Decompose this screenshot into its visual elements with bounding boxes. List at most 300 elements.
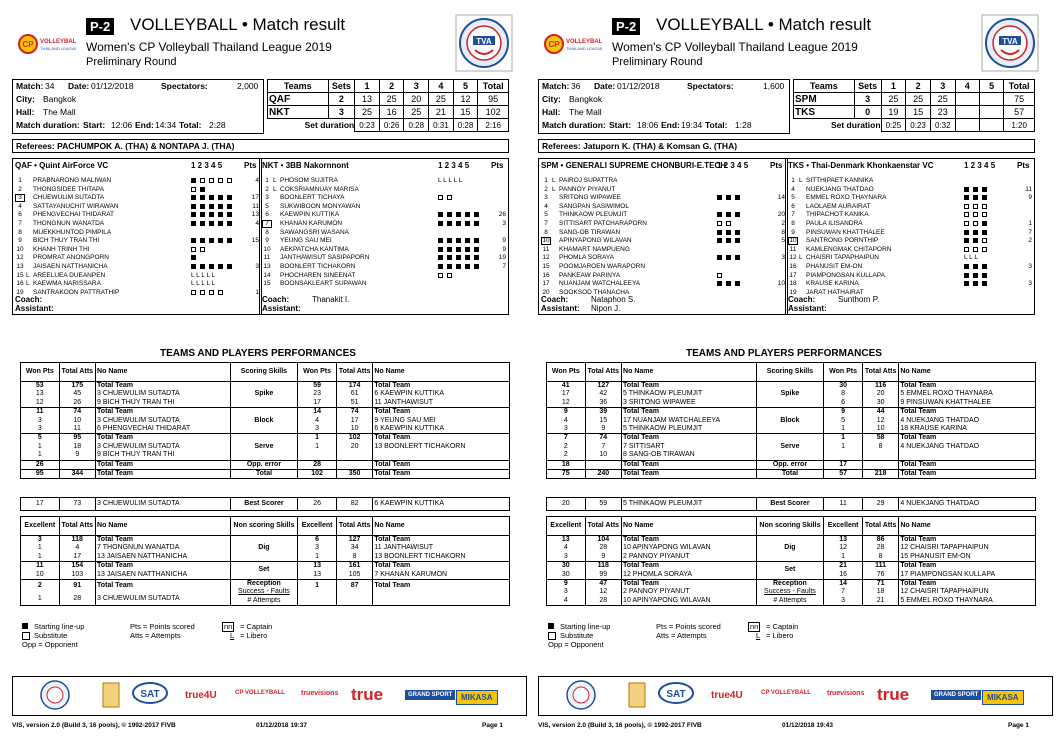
player-name: KRAUSE KARINA: [806, 280, 859, 288]
player-stat-name: Total Team: [96, 536, 231, 545]
player-row: [541, 289, 787, 298]
player-points: 2: [781, 219, 785, 227]
player-name: KHAMART NAMPUENG: [559, 245, 630, 253]
player-row: [541, 229, 787, 238]
starting-lineup-marker: [227, 264, 232, 269]
player-stat-value: 13: [547, 536, 586, 545]
perf-header-cell: Total Atts: [336, 517, 372, 536]
skill-label: Spike: [780, 390, 800, 398]
match-number: 36: [571, 81, 581, 91]
league-name: Women's CP Volleyball Thailand League 2019: [86, 40, 332, 54]
player-stat-value: 3: [547, 588, 586, 596]
end-time: 19:34: [681, 120, 703, 130]
player-row: [15, 272, 261, 281]
player-row: [15, 194, 261, 203]
substitute-marker: [964, 204, 969, 209]
player-name: THIPACHOT KANIKA: [806, 211, 869, 219]
player-stat-value: 102: [298, 470, 337, 479]
player-row: [262, 237, 508, 246]
player-stat-value: 11: [21, 408, 60, 417]
player-points: 26: [498, 211, 506, 219]
cp-volleyball-logo: [18, 32, 76, 56]
player-stat-value: 4: [298, 417, 337, 425]
starting-lineup-marker: [474, 221, 479, 226]
set-duration-cell: 0:23: [906, 119, 931, 132]
starting-lineup-marker: [438, 255, 443, 260]
player-row: [15, 246, 261, 255]
player-name: PAIROJ SUPATTRA: [559, 177, 618, 184]
player-name: SITTHIPAET KANNIKA: [806, 177, 874, 184]
player-points: 11: [252, 202, 259, 210]
starting-lineup-marker: [717, 195, 722, 200]
player-stat-value: 91: [59, 580, 95, 593]
player-stat-value: 57: [824, 470, 863, 479]
player-stat-value: 13: [824, 536, 863, 545]
starting-lineup-marker: [447, 264, 452, 269]
hall-value: The Mall: [43, 107, 76, 117]
player-stat-value: 1: [21, 553, 60, 562]
starting-lineup-marker: [964, 264, 969, 269]
player-stat-value: 1: [298, 443, 337, 451]
perf-header-row: [547, 517, 1036, 536]
starting-lineup-marker: [982, 195, 987, 200]
set-duration-cell: 2:16: [478, 119, 509, 132]
ministry-logo: [629, 683, 645, 707]
report-code: P-2: [612, 18, 640, 35]
player-stat-value: 4: [547, 544, 586, 552]
player-stat-name: Total Team: [899, 382, 1036, 391]
starting-lineup-marker: [456, 212, 461, 217]
team-a-score-row-cell: 25: [429, 93, 454, 106]
starting-lineup-marker: [735, 255, 740, 260]
perf-header-cell: Total Atts: [585, 363, 621, 382]
player-stat-name: 7 THONGNUN WANATDA: [96, 544, 231, 552]
player-number: 5: [791, 194, 795, 202]
starting-lineup-marker: [447, 247, 452, 252]
legend-start-icon: [22, 623, 28, 629]
best-scorer-value: 11: [824, 498, 863, 511]
legend-sub-icon: [22, 632, 30, 640]
round-name: Preliminary Round: [86, 56, 177, 68]
player-stat-value: 3: [21, 536, 60, 545]
starting-lineup-marker: [227, 238, 232, 243]
legend-captain: = Captain: [766, 622, 799, 631]
player-stat-value: 5: [824, 417, 863, 425]
player-number: 15: [263, 280, 271, 288]
roster-title: NKT • 3BB Nakornnont: [262, 161, 349, 170]
player-stat-value: 26: [21, 460, 60, 469]
set-duration-cell: 0:23: [355, 119, 380, 132]
substitute-marker: [200, 178, 205, 183]
skill-name: [230, 470, 298, 479]
skill-label: Spike: [254, 390, 274, 398]
starting-lineup-marker: [447, 238, 452, 243]
player-stat-value: 218: [862, 470, 898, 479]
perf-header-cell: Non scoring Skills: [230, 517, 298, 536]
player-stat-value: 99: [585, 571, 621, 580]
set-duration-row: [794, 119, 1035, 132]
starting-lineup-marker: [200, 264, 205, 269]
player-points: 4: [255, 177, 259, 184]
player-name: KHANAN KARUMON: [280, 219, 343, 227]
player-stat-value: 59: [298, 382, 337, 391]
match-date: 01/12/2018: [617, 81, 660, 91]
player-stat-value: 6: [824, 399, 863, 408]
player-number: 17: [789, 271, 797, 279]
starting-lineup-marker: [218, 264, 223, 269]
duration-label: Match duration:: [542, 120, 606, 130]
player-stat-value: 95: [21, 470, 60, 479]
starting-lineup-marker: [735, 212, 740, 217]
player-name: APINYAPONG WILAVAN: [559, 237, 632, 245]
player-stat-name: 13 JAISAEN NATTHANICHA: [96, 553, 231, 562]
player-points: 19: [498, 254, 506, 262]
player-name: NUEKJANG THATDAO: [806, 185, 874, 193]
best-scorer-value: 4 NUEKJANG THATDAO: [899, 498, 1036, 511]
print-time: 01/12/2018 19:37: [256, 722, 307, 729]
player-stat-value: 13: [298, 562, 337, 571]
player-number: 2: [544, 185, 548, 193]
player-name: AEKPATCHA KANTIMA: [280, 245, 349, 253]
date-label: Date:: [68, 81, 90, 91]
sheet-right: [538, 0, 1053, 750]
player-stat-value: 8: [336, 553, 372, 562]
player-stat-name: 6 KAEWPIN KUTTIKA: [373, 390, 510, 398]
player-stat-value: 61: [336, 390, 372, 398]
player-number: 4: [791, 185, 795, 193]
starting-lineup-marker: [227, 195, 232, 200]
roster-pts-header: Pts: [770, 161, 783, 170]
player-number: 9: [265, 237, 269, 245]
player-stat-value: 1: [824, 553, 863, 562]
truevisions-logo: truevisions: [827, 690, 865, 697]
legend-libero-letter: L: [230, 631, 235, 640]
header: [12, 12, 527, 76]
starting-lineup-marker: [726, 281, 731, 286]
player-stat-value: 41: [547, 382, 586, 391]
team-b-score-row-cell: 21: [429, 106, 454, 119]
player-number: 8: [544, 228, 548, 236]
player-row: [262, 186, 508, 195]
player-stat-name: 3 CHUEWULIM SUTADTA: [96, 443, 231, 451]
player-stat-value: 7: [824, 588, 863, 596]
player-stat-value: 9: [547, 580, 586, 589]
substitute-marker: [982, 247, 987, 252]
best-scorer-table: [546, 497, 1036, 511]
player-points: 4: [255, 219, 259, 227]
starting-lineup-marker: [200, 221, 205, 226]
spectators-label: Spectators:: [687, 81, 734, 91]
player-name: KHANH TRINH THI: [33, 245, 90, 253]
perf-row: [547, 470, 1036, 479]
best-scorer-value: 20: [547, 498, 586, 511]
player-points: 9: [1028, 194, 1032, 202]
set-duration-cell: 0:28: [404, 119, 429, 132]
team-a-score-row-cell: 25: [881, 93, 906, 106]
skill-name: [756, 460, 824, 469]
player-stat-name: 4 NUEKJANG THATDAO: [899, 417, 1036, 425]
player-name: JANTHAWISUT SASIPAPORN: [280, 254, 370, 262]
set-duration-cell: 1:20: [1004, 119, 1035, 132]
player-row: [788, 229, 1034, 238]
date-label: Date:: [594, 81, 616, 91]
player-row: [15, 186, 261, 195]
player-points: 3: [502, 219, 506, 227]
legend-opp: Opp = Opponent: [22, 640, 78, 649]
sets-header-row-cell: 1: [881, 80, 906, 93]
legend-atts: Atts = Attempts: [656, 631, 707, 640]
tva-small-logo: [567, 681, 595, 709]
starting-lineup-marker: [438, 264, 443, 269]
captain-number: 7: [262, 220, 272, 228]
sponsor-banner: [538, 676, 1053, 716]
true4u-logo: true4U: [711, 690, 743, 701]
sets-header-row-cell: 2: [906, 80, 931, 93]
player-stat-name: Total Team: [899, 536, 1036, 545]
perf-row: [21, 580, 510, 593]
player-list: [15, 177, 261, 297]
set-duration-cell: 0:26: [379, 119, 404, 132]
substitute-marker: [218, 290, 223, 295]
substitute-marker: [973, 221, 978, 226]
player-row: [262, 263, 508, 272]
starting-lineup-marker: [447, 255, 452, 260]
player-stat-value: 1: [824, 425, 863, 434]
player-stat-value: 11: [21, 562, 60, 571]
assistant-label: Assistant:: [788, 304, 827, 313]
team-b-score-row-cell: 3: [328, 106, 355, 119]
player-stat-name: Total Team: [622, 382, 757, 391]
player-stat-name: Total Team: [622, 434, 757, 443]
starting-lineup-marker: [465, 212, 470, 217]
player-row: [541, 263, 787, 272]
skill-sublabel: Success - Faults: [238, 588, 290, 596]
match-label: Match:: [16, 81, 44, 91]
starting-lineup-marker: [200, 238, 205, 243]
player-stat-value: 39: [585, 408, 621, 417]
player-number: 12: [16, 254, 24, 262]
starting-lineup-marker: [735, 238, 740, 243]
performances-title: TEAMS AND PLAYERS PERFORMANCES: [686, 348, 882, 359]
player-stat-value: 17: [824, 460, 863, 469]
player-stat-value: 1: [824, 434, 863, 443]
player-stat-value: [298, 593, 337, 606]
substitute-marker: [717, 273, 722, 278]
player-number: 19: [789, 288, 797, 296]
player-stat-value: 28: [59, 593, 95, 606]
legend-libero: = Libero: [766, 631, 794, 640]
starting-lineup-marker: [982, 264, 987, 269]
starting-lineup-marker: [200, 204, 205, 209]
perf-header-row: [21, 517, 510, 536]
skill-label: Serve: [254, 442, 274, 450]
best-scorer-table: [20, 497, 510, 511]
player-stat-name: Total Team: [622, 470, 757, 479]
coach-label: Coach:: [541, 295, 569, 304]
starting-lineup-marker: [438, 238, 443, 243]
starting-lineup-marker: [973, 195, 978, 200]
player-stat-value: 8: [862, 553, 898, 562]
player-number: 2: [265, 185, 269, 193]
player-stat-value: 58: [862, 434, 898, 443]
team-a-score-row-cell: SPM: [794, 93, 855, 106]
team-a-score-row-cell: QAF: [268, 93, 329, 106]
starting-lineup-marker: [474, 212, 479, 217]
starting-lineup-marker: [973, 230, 978, 235]
player-number: 12: [789, 254, 797, 262]
sets-header-row-cell: 2: [379, 80, 404, 93]
tva-logo: [455, 14, 513, 72]
city-value: Bangkok: [43, 94, 77, 104]
player-stat-name: 9 BICH THUY TRAN THI: [96, 399, 231, 408]
substitute-marker: [717, 221, 722, 226]
substitute-marker: [973, 247, 978, 252]
player-number: 17: [542, 280, 550, 288]
roster-pts-header: Pts: [491, 161, 504, 170]
team-a-score-row-cell: 3: [854, 93, 881, 106]
player-points: 20: [777, 211, 785, 219]
referees-box: [12, 139, 509, 153]
player-number: 15: [16, 271, 24, 279]
player-stat-value: 1: [21, 544, 60, 552]
sets-header-row: [794, 80, 1035, 93]
sets-header-row-cell: Total: [1004, 80, 1035, 93]
perf-header-row: [21, 363, 510, 382]
best-scorer-value: 73: [59, 498, 95, 511]
team-a-score-row-cell: [955, 93, 979, 106]
player-points: 7: [1028, 228, 1032, 236]
team-a-score-row-cell: 13: [355, 93, 380, 106]
player-name: MUEKKHUNTOD PIMPILA: [33, 228, 112, 236]
set-scores-table: [793, 79, 1035, 132]
end-label: End:: [135, 120, 154, 130]
player-stat-value: 26: [59, 399, 95, 408]
starting-lineup-marker: [209, 204, 214, 209]
skill-name: [756, 536, 824, 562]
starting-lineup-marker: [209, 212, 214, 217]
player-row: [15, 289, 261, 298]
player-stat-value: 74: [336, 408, 372, 417]
print-time: 01/12/2018 19:43: [782, 722, 833, 729]
player-stat-value: 18: [547, 460, 586, 469]
player-stat-value: 5: [21, 434, 60, 443]
perf-header-cell: Excellent: [298, 517, 337, 536]
best-scorer-value: 3 CHUEWULIM SUTADTA: [96, 498, 231, 511]
player-row: [788, 246, 1034, 255]
duration-label: Match duration:: [16, 120, 80, 130]
starting-lineup-marker: [438, 247, 443, 252]
player-stat-name: 6 KAEWPIN KUTTIKA: [373, 425, 510, 434]
best-scorer-value: 59: [585, 498, 621, 511]
player-stat-name: 4 NUEKJANG THATDAO: [899, 443, 1036, 451]
version-footer: VIS, version 2.0 (Build 3, 16 pools), © 1992-2017 FIVB: [538, 722, 702, 729]
starting-lineup-marker: [200, 212, 205, 217]
skill-sublabel: # Attempts: [247, 596, 281, 604]
player-row: [262, 203, 508, 212]
player-stat-value: 20: [862, 390, 898, 398]
player-stat-value: 74: [585, 434, 621, 443]
player-number: 6: [265, 211, 269, 219]
player-row: [15, 203, 261, 212]
legend-pts: Pts = Points scored: [656, 622, 721, 631]
substitute-marker: [209, 290, 214, 295]
perf-header-cell: Scoring Skills: [756, 363, 824, 382]
starting-lineup-marker: [465, 255, 470, 260]
player-row: [15, 280, 261, 289]
player-stat-value: 15: [585, 417, 621, 425]
player-stat-value: 18: [59, 443, 95, 451]
starting-lineup-marker: [474, 255, 479, 260]
starting-lineup-marker: [456, 221, 461, 226]
sat-logo: [133, 683, 167, 703]
sets-header-row-cell: Teams: [268, 80, 329, 93]
player-stat-name: Total Team: [96, 408, 231, 417]
libero-marker: L: [552, 185, 556, 193]
player-name: BOONLERT TICHAKORN: [280, 262, 356, 270]
player-stat-value: 16: [824, 571, 863, 580]
player-number: 8: [791, 219, 795, 227]
player-stat-value: 1: [298, 580, 337, 593]
starting-lineup-marker: [209, 221, 214, 226]
player-stat-value: 47: [585, 580, 621, 589]
player-stat-name: Total Team: [899, 580, 1036, 589]
substitute-marker: [447, 273, 452, 278]
substitute-marker: [191, 187, 196, 192]
coach-name: Sunthorn P.: [838, 295, 880, 304]
player-stat-value: 1: [21, 593, 60, 606]
sets-header-row-cell: Sets: [328, 80, 355, 93]
player-points: 3: [781, 254, 785, 262]
starting-lineup-marker: [456, 238, 461, 243]
player-stat-value: 86: [862, 536, 898, 545]
player-stat-name: 12 CHAISRI TAPAPHAIPUN: [899, 588, 1036, 596]
perf-header-cell: Scoring Skills: [230, 363, 298, 382]
player-name: THONGNUN WANATDA: [33, 219, 105, 227]
perf-header-cell: No Name: [622, 517, 757, 536]
legend-captain-box: nn: [224, 622, 233, 631]
team-b-score-row-cell: 25: [355, 106, 380, 119]
player-name: SUKWIBOON MONYAWAN: [280, 202, 361, 210]
player-stat-name: 10 APINYAPONG WILAVAN: [622, 544, 757, 552]
player-stat-value: 127: [585, 382, 621, 391]
player-row: [788, 289, 1034, 298]
player-number: 8: [18, 228, 22, 236]
player-name: PRABNARONG MALIWAN: [33, 177, 112, 184]
player-stat-value: 95: [59, 434, 95, 443]
player-name: PANNOY PIYANUT: [559, 185, 616, 193]
player-stat-value: 13: [21, 390, 60, 398]
player-stat-name: 5 THINKAOW PLEUMJIT: [622, 425, 757, 434]
player-name: POOMJAROEN WARAPORN: [559, 262, 646, 270]
skill-name: [230, 536, 298, 562]
starting-lineup-marker: [191, 255, 196, 260]
player-stat-name: Total Team: [96, 470, 231, 479]
player-stat-value: 2: [547, 443, 586, 451]
starting-lineup-marker: [964, 273, 969, 278]
svg-text:CP: CP: [548, 40, 560, 49]
player-stat-value: 9: [585, 553, 621, 562]
player-row: [788, 263, 1034, 272]
spectators-label: Spectators:: [161, 81, 208, 91]
player-stat-value: 45: [59, 390, 95, 398]
player-stat-value: 12: [547, 399, 586, 408]
player-stat-value: 17: [298, 399, 337, 408]
player-stat-name: Total Team: [373, 580, 510, 593]
truevisions-logo: truevisions: [301, 690, 339, 697]
player-row: [788, 254, 1034, 263]
player-row: [262, 229, 508, 238]
player-row: [788, 220, 1034, 229]
